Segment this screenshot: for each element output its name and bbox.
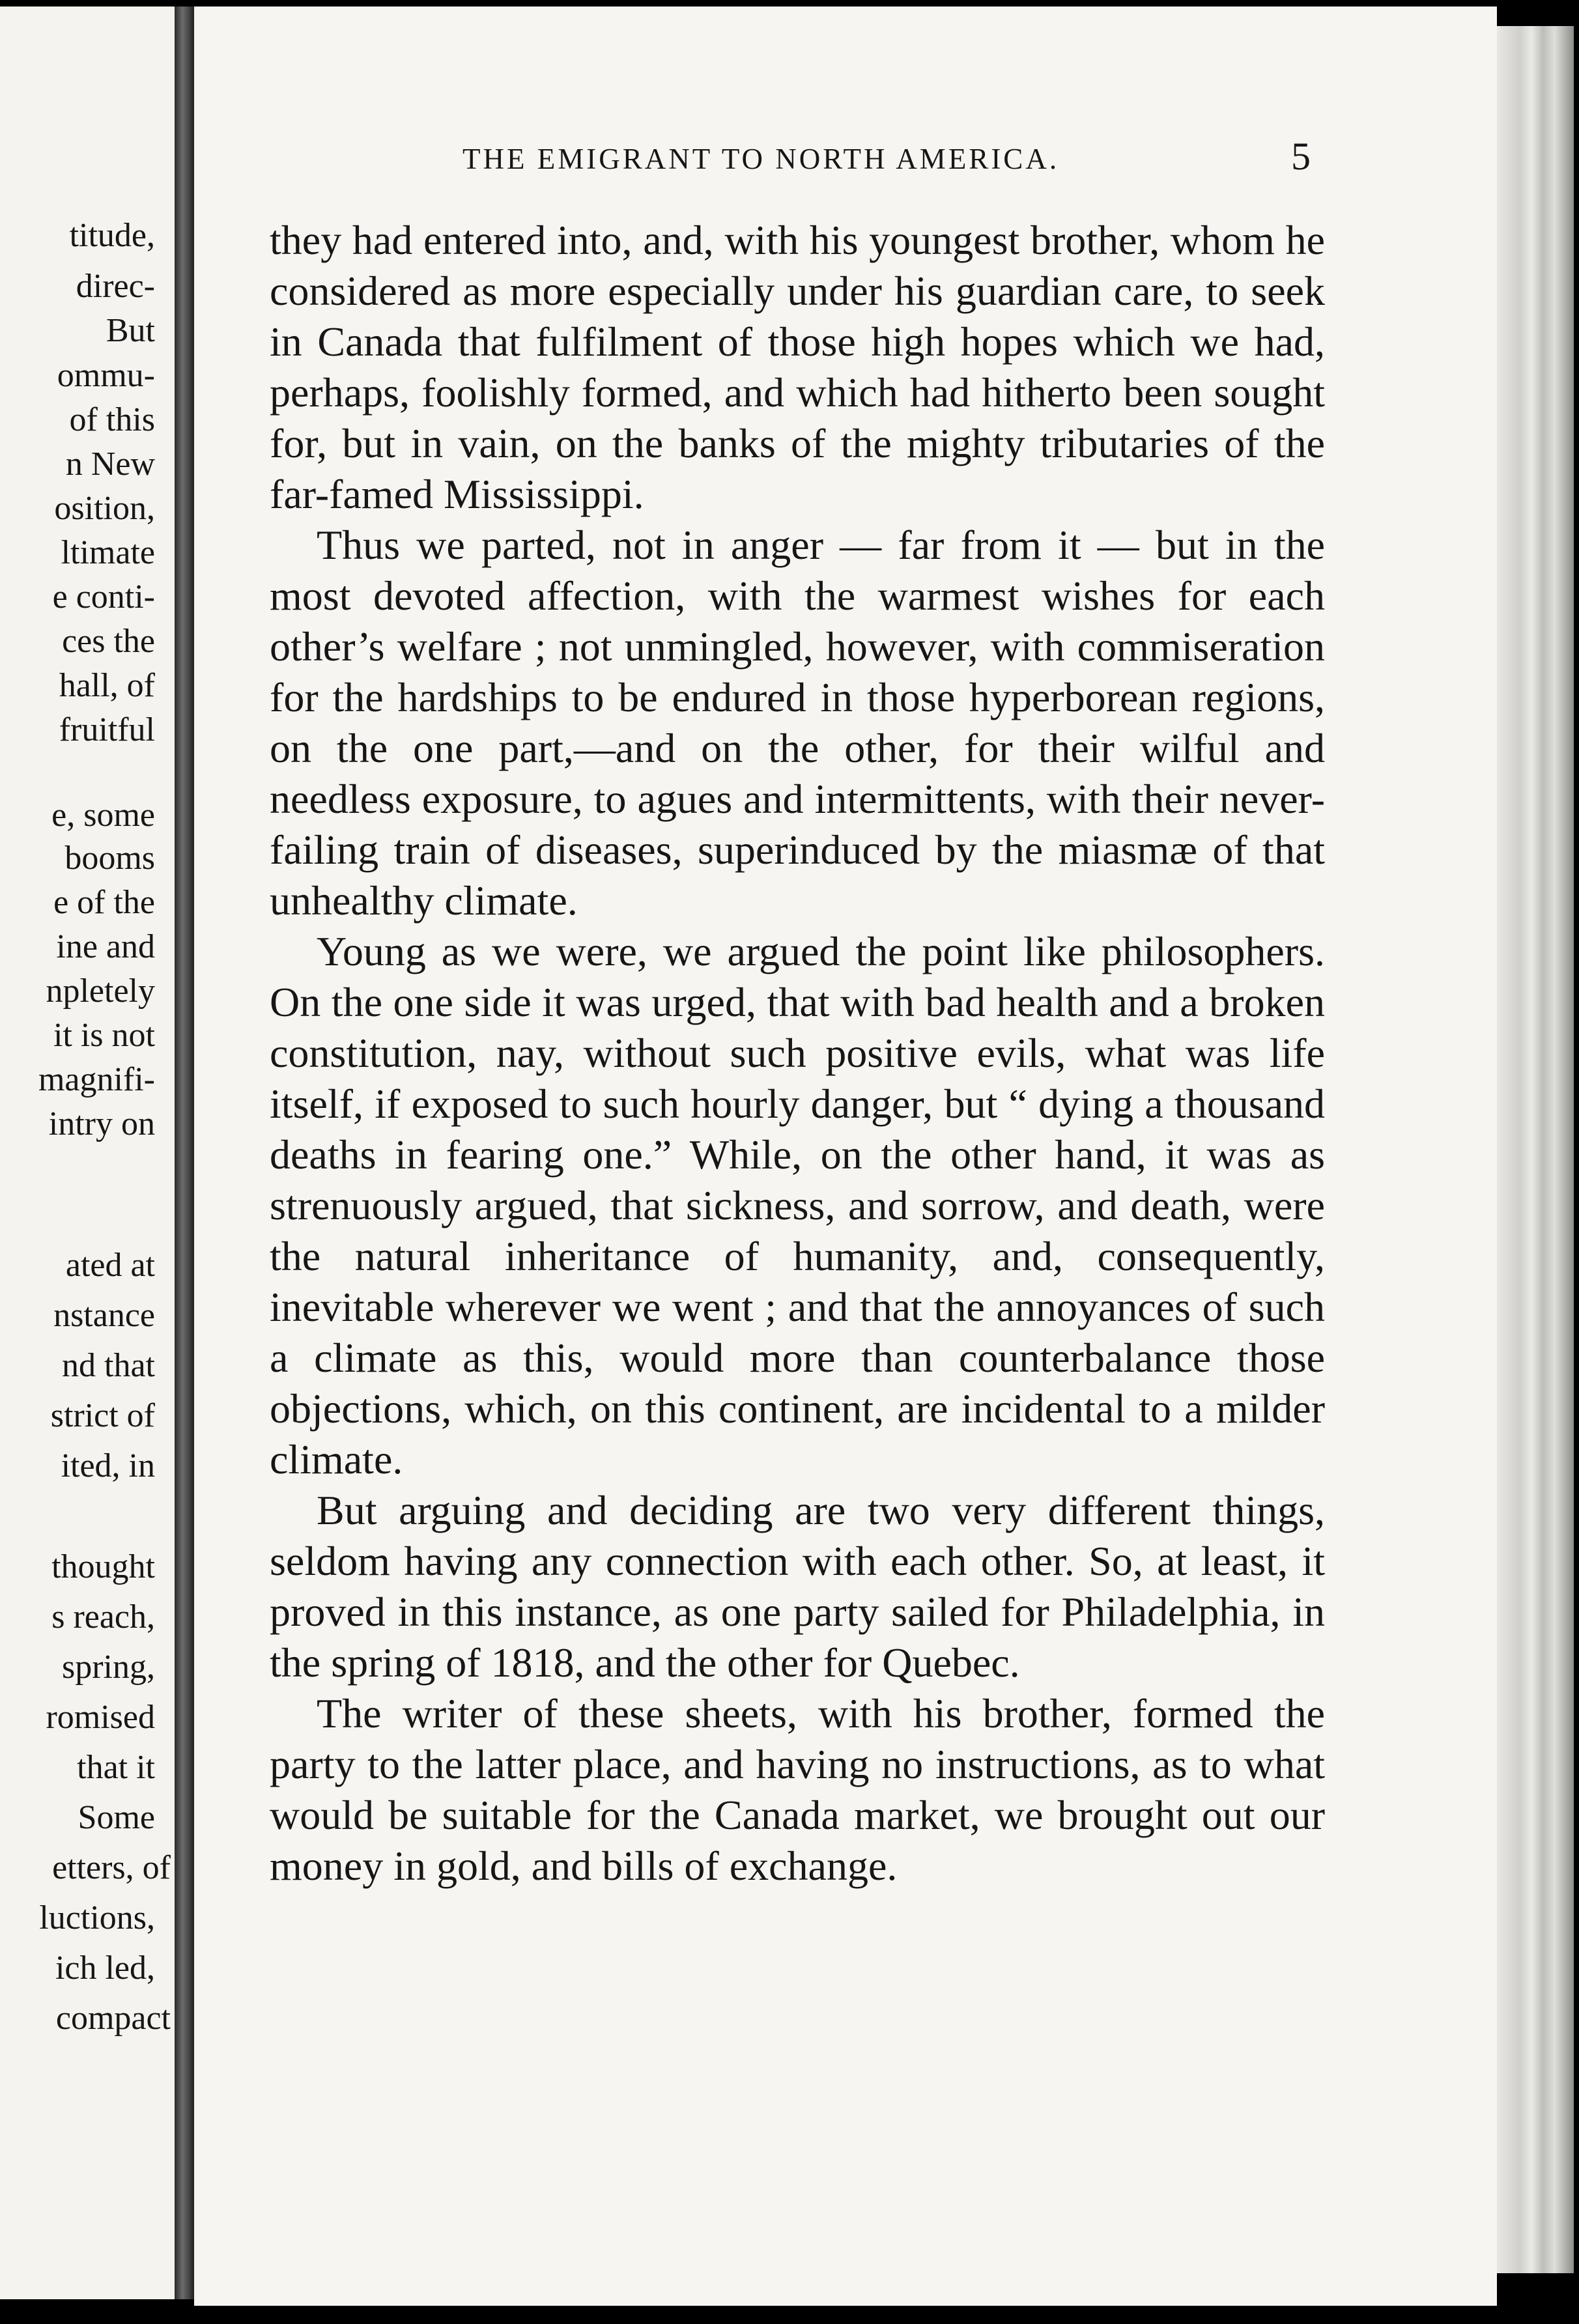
left-page-line: ltimate [61, 534, 155, 571]
left-page-line: e of the [53, 884, 155, 921]
left-page-line: spring, [62, 1649, 155, 1686]
left-page-line: it is not [53, 1017, 155, 1054]
left-page-line: s reach, [51, 1598, 155, 1636]
left-page-line: romised [46, 1699, 155, 1736]
page-number: 5 [1291, 135, 1311, 178]
left-page-line: direc- [76, 268, 155, 305]
left-page-line: Some [78, 1799, 155, 1836]
book-gutter [175, 7, 194, 2299]
left-page-line: osition, [54, 490, 155, 527]
left-page-line: nd that [62, 1347, 155, 1384]
left-page-line: npletely [46, 972, 155, 1010]
left-page-line: magnifi- [38, 1061, 155, 1098]
left-page-line: n New [65, 446, 155, 483]
left-facing-page [0, 7, 175, 2299]
left-page-line: ommu- [57, 357, 155, 394]
paragraph: Thus we parted, not in anger — far from it — but in the most devoted affection, with the warmest wishes for each other’s welfare ; not unmingled, however, with commiseration for the hardships to be endured in those hyperborean regions, on the one part,—and on the other, for their wilful and needless exposure, to agues and intermittents, with their never-failing train of diseases, superinduced by the miasmæ of that unhealthy climate. [270, 522, 1325, 924]
paragraph: they had entered into, and, with his youngest brother, whom he considered as more especially under his guardian care, to seek in Canada that fulfilment of those high hopes which we had, perhaps, foolishly formed, and which had hitherto been sought for, but in vain, on the banks of the mighty tributaries of the far-famed Mississippi. [270, 217, 1325, 517]
left-page-line: fruitful [59, 711, 155, 748]
left-page-line: strict of [50, 1397, 155, 1434]
paragraph: The writer of these sheets, with his brother, formed the party to the latter place, and having no instructions, as to what would be suitable for the Canada market, we brought out our money in gold, and bills of exchange. [270, 1690, 1325, 1889]
left-page-line: hall, of [59, 667, 155, 704]
left-page-line: booms [64, 840, 155, 877]
paragraph: But arguing and deciding are two very different things, seldom having any connection with each other. So, at least, it proved in this instance, as one party sailed for Philadelphia, in the spring of 1818, and the other for Quebec. [270, 1487, 1325, 1686]
left-page-line: ich led, [55, 1949, 155, 1987]
left-page-line: e, some [51, 797, 155, 834]
paragraph: Young as we were, we argued the point like philosophers. On the one side it was urged, that with bad health and a broken constitution, nay, without such positive evils, what was life itself, if exposed to such hourly danger, but “ dying a thousand deaths in fearing one.” While, on the other hand, it was as strenuously argued, that sickness, and sorrow, and death, were the natural inheritance of humanity, and, consequently, inevitable wherever we went ; and that the annoyances of such a climate as this, would more than counterbalance those objections, which, on this continent, are incidental to a milder climate. [270, 928, 1325, 1482]
left-page-line: ited, in [61, 1447, 155, 1484]
left-page-line: luctions, [39, 1899, 155, 1936]
left-page-line: e conti- [52, 578, 155, 616]
left-page-line: compact [55, 2000, 171, 2037]
left-page-line: ine and [56, 928, 155, 965]
left-page-line: ated at [65, 1247, 155, 1284]
left-page-line: ces the [62, 623, 155, 660]
left-page-line: But [106, 312, 155, 349]
left-page-line: that it [77, 1749, 155, 1786]
left-page-line: nstance [53, 1297, 155, 1334]
left-page-line: titude, [69, 217, 155, 254]
body-text [270, 215, 1325, 1892]
left-page-line: intry on [48, 1105, 155, 1142]
running-title: THE EMIGRANT TO NORTH AMERICA. [462, 143, 1060, 175]
page-edges [1497, 26, 1574, 2273]
left-page-line: of this [69, 401, 155, 438]
left-page-line: thought [51, 1548, 155, 1585]
left-page-line: etters, of [52, 1849, 171, 1886]
